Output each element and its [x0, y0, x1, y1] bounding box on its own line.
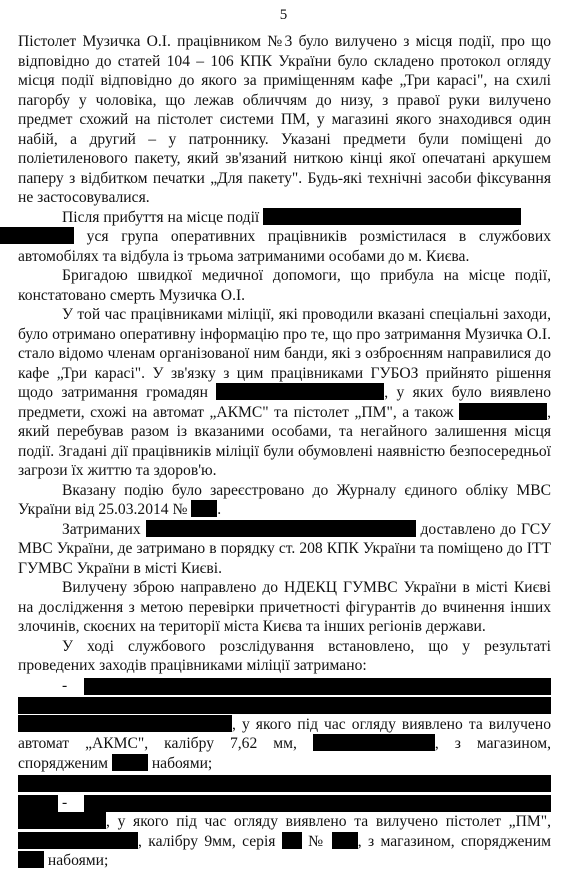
- redaction-block: [216, 383, 384, 400]
- redaction-block: [18, 812, 106, 829]
- redaction-block: [18, 851, 44, 868]
- text-segment: .: [217, 501, 222, 518]
- paragraph-detainees: [18, 520, 551, 579]
- text-segment: Затриманих: [62, 520, 141, 538]
- redaction-block: [459, 403, 547, 420]
- redaction-block: [18, 715, 232, 732]
- redaction-block: [332, 832, 358, 849]
- list-dash: -: [62, 676, 68, 694]
- redaction-block: [313, 734, 435, 751]
- text-segment: , калібру 9мм, серія: [138, 832, 276, 850]
- text-segment: уся група оперативних працівників розмістилася в службових автомобілях та відбула із трьома затриманими особами до м. Києва.: [18, 228, 551, 265]
- list-item-line: [18, 773, 551, 793]
- paragraph-pistol-seizure: Пістолет Музичка О.І. працівником №3 було вилучено з місця події, про що відповідно до статей 104 – 106 КПК України було складено протокол огляду місця події відповідно до якого за приміщенням кафе „Три карасі", на схилі пагорбу у чоловіка, що лежав обличчям до низу, з правої руки вилучено предмет схожий на пістолет системи ПМ, у магазині якого знаходився один набій, а другий – у патроннику. Указані предмети були поміщені до поліетиленового пакету, який зв'язаний ниткою кінці якої опечатані аркушем паперу з відбитком печатки „Для пакету". Будь-які технічні засоби фіксування не застосовувалися.: [18, 33, 551, 206]
- redaction-block: [18, 795, 58, 812]
- redaction-block: [191, 500, 217, 517]
- list-item-text: [18, 812, 551, 871]
- redaction-block: [263, 208, 521, 225]
- text-segment: доставлено до ГСУ МВС України, де затримано в порядку ст. 208 КПК України та поміщено до ІТТ ГУМВС України в місті Києві.: [18, 520, 552, 577]
- text-segment: , який перебував разом із вказаними особами, та негайного залишення місця події. Згадані дії працівників міліції були обумовлені наявністю безпосередньої загрози їх життю та здоров'ю.: [18, 403, 551, 479]
- text-segment: набоями;: [151, 754, 213, 772]
- paragraph-weapons-forensics: Вилучену зброю направлено до НДЕКЦ ГУМВС України в місті Києві на дослідження з метою перевірки причетності фігурантів до вчинення інших злочинів, скоєних на території міста Києва та інших регіонів держави.: [18, 579, 551, 635]
- redaction-block: [282, 832, 302, 849]
- text-segment: , у яких було виявлено предмети, схожі на автомат „АКМС" та пістолет „ПМ", а також: [18, 384, 552, 421]
- text-segment: №: [308, 832, 326, 850]
- redaction-block: [18, 697, 551, 714]
- text-segment: Після прибуття на місце події: [62, 208, 260, 226]
- paragraph-ambulance: Бригадою швидкої медичної допомоги, що прибула на місце події, констатовано смерть Музичка О.І.: [18, 267, 551, 304]
- text-segment: , з магазином, спорядженим: [18, 735, 551, 772]
- document-body: [18, 32, 551, 871]
- text-segment: Вказану подію було зареєстровано до Журналу єдиного обліку МВС України від 25.03.2014 №: [18, 481, 551, 518]
- text-segment: набоями;: [47, 852, 109, 869]
- paragraph-investigation: У ході службового розслідування встановлено, що у результаті проведених заходів працівниками міліції затримано:: [18, 637, 551, 674]
- text-segment: , у якого під час огляду виявлено та вилучено пістолет „ПМ",: [106, 813, 551, 830]
- redaction-block: [112, 754, 148, 771]
- list-item-line: [18, 793, 551, 813]
- redaction-block: [0, 227, 74, 244]
- list-item-line: [18, 695, 551, 715]
- redaction-block: [18, 832, 138, 849]
- redaction-block: [84, 678, 551, 695]
- redaction-block: [18, 775, 551, 792]
- list-item-detainee-1: [18, 676, 551, 774]
- paragraph-arrival: [18, 208, 551, 267]
- redaction-block: [84, 795, 551, 812]
- text-segment: , у якого під час огляду виявлено та вилучено автомат „АКМС", калібру 7,62 мм,: [18, 715, 551, 752]
- text-segment: У той час працівниками міліції, які проводили вказані спеціальні заходи, було отримано оперативну інформацію про те, що про затримання Музичка О.І. стало відомо членам організованої ним банди, які з озброєнням направилися до кафе „Три карасі". У зв'язку з цим працівниками ГУБОЗ прийнято рішення щодо затримання громадян: [18, 306, 551, 401]
- list-item-text: [18, 715, 551, 774]
- text-segment: , з магазином, спорядженим: [357, 832, 551, 850]
- paragraph-registration: [18, 481, 551, 520]
- list-item-line: [18, 676, 551, 696]
- list-dash: -: [62, 793, 82, 813]
- paragraph-operative-info: [18, 305, 551, 481]
- page-number: 5: [279, 7, 288, 23]
- redaction-block: [146, 520, 416, 537]
